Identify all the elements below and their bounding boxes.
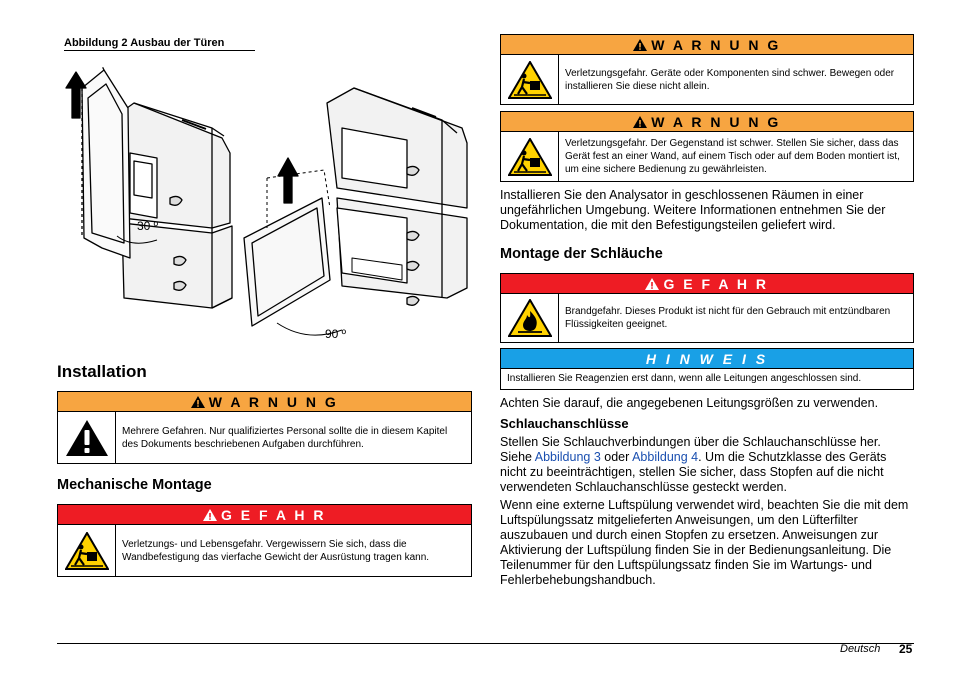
danger-header [58,505,471,525]
connectors-paragraph [500,435,914,495]
warning-header-label: W A R N U N G [651,113,781,130]
heavy-object-icon [508,138,552,176]
footer-rule [57,643,914,644]
warning-box-mounting [500,111,914,182]
warning-header [58,392,471,412]
note-header: H I N W E I S [501,349,913,369]
note-text: Installieren Sie Reagenzien erst dann, wenn alle Leitungen angeschlossen sind. [507,373,862,384]
warning-box-general [57,391,472,464]
warning-triangle-icon [645,278,659,290]
note-box-reagents [500,348,914,390]
installation-paragraph: Installieren Sie den Analysator in geschlossenen Räumen in einer ungefährlichen Umgebung. Weitere Informationen entnehmen Sie der Dokumentation, die mit den Befestigungsteilen geliefert wird. [500,188,886,232]
footer-language: Deutsch [840,643,881,655]
danger-box-fire [500,273,914,343]
heavy-object-icon-cell [501,55,559,104]
heavy-object-icon [65,532,109,570]
figure-3-link[interactable]: Abbildung 3 [534,450,601,464]
danger-text: Verletzungs- und Lebensgefahr. Vergewissern Sie sich, dass die Wandbefestigung das vierfache Gewicht der Ausrüstung tragen kann. [122,538,430,563]
warning-text: Mehrere Gefahren. Nur qualifiziertes Personal sollte die in diesem Kapitel des Dokuments beschriebenen Aufgaben durchführen. [122,425,448,450]
flammable-icon [508,299,552,337]
connectors-heading: Schlauchanschlüsse [500,416,629,431]
connectors-text-a: Stellen Sie Schlauchverbindungen über die Schlauchanschlüsse her. Siehe [500,435,881,464]
general-warning-icon-cell [58,412,116,463]
angle-90-label: 90 º [325,327,347,341]
warning-box-heavy [500,34,914,105]
warning-header [501,35,913,55]
general-warning-icon [65,419,109,457]
danger-header-label: G E F A H R [220,506,327,523]
page-number: 25 [899,642,913,656]
warning-header-label: W A R N U N G [208,393,339,410]
danger-header-label: G E F A H R [663,275,769,292]
warning-triangle-icon [191,396,205,408]
warning-header [501,112,913,132]
figure-caption: Abbildung 2 Ausbau der Türen [64,37,255,51]
angle-30-label: 30 º [137,219,159,233]
flammable-icon-cell [501,294,559,342]
danger-box-wall-mount [57,504,472,577]
installation-heading: Installation [57,362,147,381]
warning-triangle-icon [633,39,647,51]
warning-text: Verletzungsgefahr. Geräte oder Komponenten sind schwer. Bewegen oder installieren Sie diese nicht allein. [565,67,895,92]
door-removal-figure [62,58,472,350]
air-purge-paragraph: Wenn eine externe Luftspülung verwendet wird, beachten Sie die mit dem Luftspülungssatz mitgelieferten Anweisungen, um den Lüfterfilter auszubauen und durch einen Stopfen zu ersetzen. Anweisungen zur Aktivierung der Luftspülung finden Sie in der Bedienungsanleitung. Die Teilenummer für den Luftspülungssatz finden Sie im Wartungs- und Fehlerbehebungshandbuch. [500,498,909,587]
connectors-text-b: oder [600,450,633,464]
heavy-object-icon-cell [501,132,559,181]
hose-size-paragraph: Achten Sie darauf, die angegebenen Leitungsgrößen zu verwenden. [500,396,879,410]
warning-text: Verletzungsgefahr. Der Gegenstand ist schwer. Stellen Sie sicher, dass das Gerät fest an einer Wand, auf einem Tisch oder auf dem Boden montiert ist, um eine sichere Bedienung zu gewährleisten. [565,138,900,175]
heavy-object-icon [508,61,552,99]
warning-triangle-icon [633,116,647,128]
figure-4-link[interactable]: Abbildung 4 [632,450,699,464]
connectors-text-c: . Um die Schutzklasse des Geräts nicht zu beeinträchtigen, stellen Sie sicher, dass Stopfen auf die nicht verwendeten Schlauchanschlüsse gesteckt werden. [500,450,887,494]
danger-header [501,274,913,294]
mechanical-mounting-heading: Mechanische Montage [57,477,212,493]
heavy-object-icon-cell [58,525,116,576]
hoses-heading: Montage der Schläuche [500,246,663,262]
danger-text: Brandgefahr. Dieses Produkt ist nicht für den Gebrauch mit entzündbaren Flüssigkeiten geeignet. [565,306,891,330]
warning-triangle-icon [203,509,217,521]
warning-header-label: W A R N U N G [651,36,781,53]
